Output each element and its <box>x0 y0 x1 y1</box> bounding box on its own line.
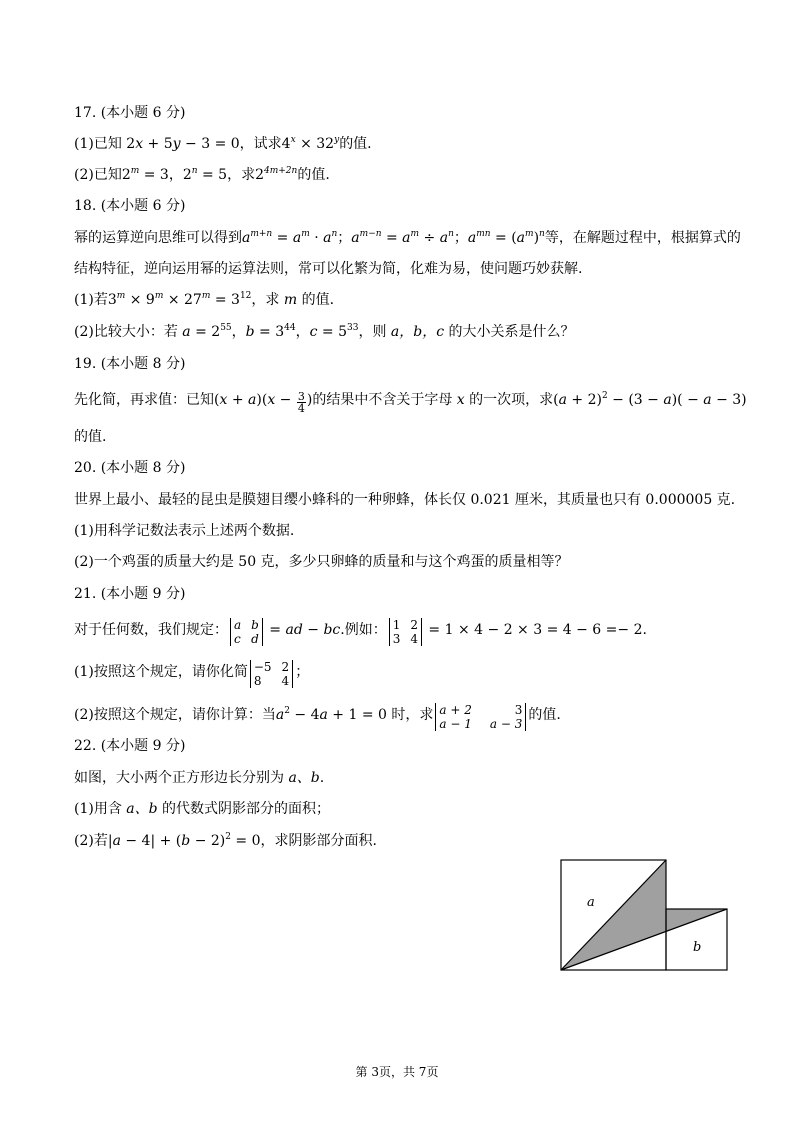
page-footer: 第 3页，共 7页 <box>355 1065 439 1079</box>
q18-header: 18. (本小题 6 分) <box>74 198 186 214</box>
label-a: a <box>587 895 595 910</box>
q18-intro-line2: 结构特征，逆向运用幂的运算法则，常可以化繁为简，化难为易，使问题巧妙获解. <box>74 261 583 277</box>
determinant-part2: a + 2 3 a − 1 a − 3 <box>435 703 526 731</box>
q22-header: 22. (本小题 9 分) <box>74 738 186 754</box>
determinant-part1: −5 2 8 4 <box>250 660 293 688</box>
q18-part1: (1)若$3^m \times 9^m \times 27^m = 3^{12}$，求 m 的值. <box>74 291 335 308</box>
q17-part1: (1)已知 2x + 5y − 3 = 0，试求$4^x \times 32^y$的值. <box>74 135 372 152</box>
q20-intro: 世界上最小、最轻的昆虫是膜翅目缨小蜂科的一种卵蜂，体长仅 0.021 厘米，其质量也只有 0.000005 克. <box>74 492 736 508</box>
shaded-region <box>561 860 727 970</box>
q22-intro: 如图，大小两个正方形边长分别为 a、b. <box>74 770 325 786</box>
q18-intro-line1: 幂的运算逆向思维可以得到$a^{m+n} = a^m \cdot a^n$；$a^{m-n} = a^m \div a^n$；$a^{mn} = (a^m)^n$等，在解题过程中，根据算式的 <box>74 229 741 246</box>
q22-part1: (1)用含 a、b 的代数式阴影部分的面积； <box>74 801 331 817</box>
squares-figure <box>550 850 740 980</box>
q20-part2: (2)一个鸡蛋的质量大约是 50 克，多少只卵蜂的质量和与这个鸡蛋的质量相等？ <box>74 554 569 570</box>
q19-line2: 的值. <box>74 429 107 445</box>
q20-part1: (1)用科学记数法表示上述两个数据. <box>74 523 295 539</box>
fraction-three-quarters: $\frac{3}{4}$ <box>297 390 305 415</box>
q20-header: 20. (本小题 8 分) <box>74 460 186 476</box>
q21-header: 21. (本小题 9 分) <box>74 586 186 602</box>
q21-part1: (1)按照这个规定，请你化简 −5 2 8 4 ； <box>74 660 310 688</box>
q21-intro: 对于任何数，我们规定： a b c d = ad − bc.例如： 1 2 3 4 = 1 × 4 − 2 × 3 = 4 − 6 =− 2. <box>74 618 647 646</box>
q17-header: 17. (本小题 6 分) <box>74 105 186 121</box>
q19-header: 19. (本小题 8 分) <box>74 356 186 372</box>
q21-part2: (2)按照这个规定，请你计算：当$a^2 - 4a + 1 = 0$ 时，求 a + 2 3 a − 1 a − 3 的值. <box>74 703 561 731</box>
q17-part2: (2)已知$2^m = 3$，$2^n = 5$，求$2^{4m+2n}$的值. <box>74 166 330 183</box>
label-b: b <box>693 940 702 955</box>
q22-part2: (2)若$|a - 4| + (b - 2)^2 = 0$，求阴影部分面积. <box>74 832 377 849</box>
q19-line1: 先化简，再求值：已知(x + a)(x − $\frac{3}{4}$ )的结果中不含关于字母 x 的一次项，求$(a + 2)^2 - (3 - a)( - a - 3)$ <box>74 390 747 415</box>
q18-part2: (2)比较大小：若 $a = 2^{55}$，$b = 3^{44}$，$c = 5^{33}$，则 a，b，c 的大小关系是什么？ <box>74 323 575 340</box>
determinant-example: 1 2 3 4 <box>389 618 422 646</box>
determinant-abcd: a b c d <box>230 618 263 646</box>
